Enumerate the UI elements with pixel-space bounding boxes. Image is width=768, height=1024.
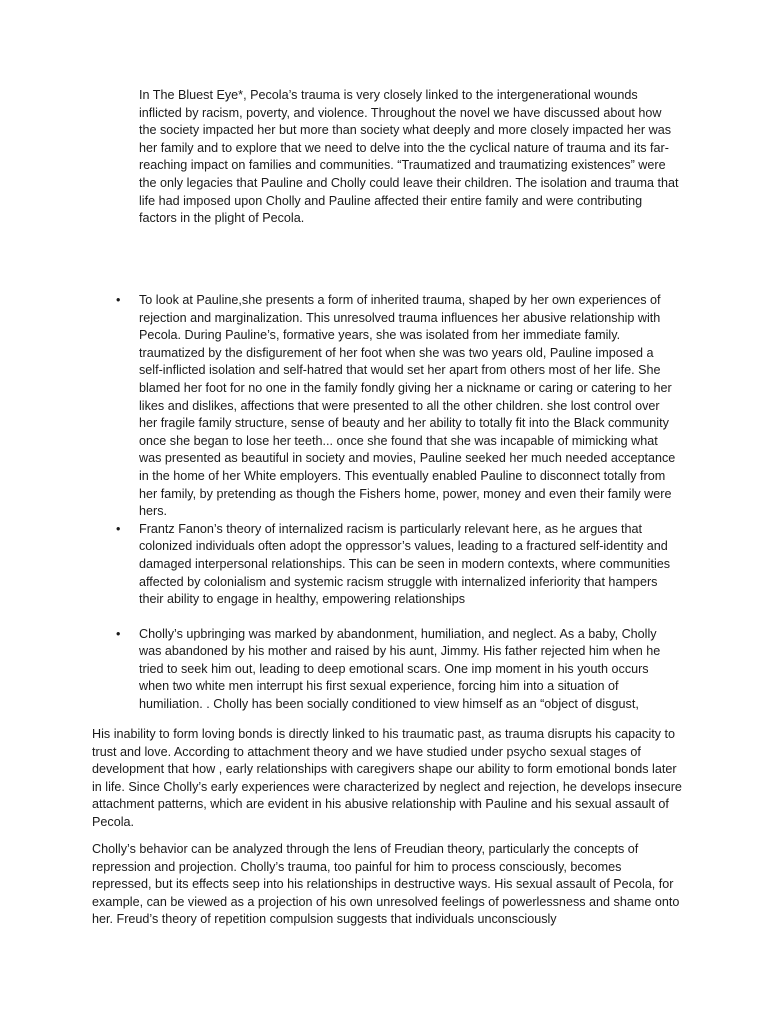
bullet-text: Frantz Fanon’s theory of internalized racism is particularly relevant here, as he argues that colonized individuals often adopt the oppressor’s values, leading to a fractured self-identity and damaged interpersonal relationships. This can be seen in modern contexts, where communities affected by colonialism and systemic racism struggle with internalized inferiority that hampers their ability to engage in healthy, empowering relationships [139,521,671,607]
bullet-icon: • [116,626,121,641]
bullet-item-fanon [116,521,679,609]
bullet-item-pauline [116,292,679,521]
bullet-text: Cholly’s upbringing was marked by abandonment, humiliation, and neglect. As a baby, Cholly was abandoned by his mother and raised by his aunt, Jimmy. His father rejected him when he tried to seek him out, leading to deep emotional scars. One imp moment in his youth occurs when two white men interrupt his first sexual experience, forcing him into a situation of humiliation. . Cholly has been socially conditioned to view himself as an “object of disgust, [139,626,661,712]
bullet-list [116,292,679,714]
bullet-icon: • [116,521,121,536]
intro-paragraph: In The Bluest Eye*, Pecola’s trauma is very closely linked to the intergenerational wounds inflicted by racism, poverty, and violence. Throughout the novel we have discussed about how the society impacted her but more than society what deeply and more closely impacted her was her family and to explore that we need to delve into the the cyclical nature of trauma and its far-reaching impact on families and communities. “Traumatized and traumatizing existences” were the only legacies that Pauline and Cholly could leave their children. The isolation and trauma that life had imposed upon Cholly and Pauline affected their entire family and were contributing factors in the plight of Pecola. [139,88,679,226]
bullet-icon: • [116,293,121,307]
bullet-item-cholly [116,626,679,714]
paragraph-inability: His inability to form loving bonds is directly linked to his traumatic past, as trauma disrupts his capacity to trust and love. According to attachment theory and we have studied under psycho sexual stages of development that how , early relationships with caregivers shape our ability to form emotional bonds later in life. Since Cholly’s early experiences were characterized by neglect and rejection, he develops insecure attachment patterns, which are evident in his abusive relationship with Pauline and his sexual assault of Pecola. [92,727,682,829]
paragraph-behavior: Cholly’s behavior can be analyzed through the lens of Freudian theory, particularly the concepts of repression and projection. Cholly’s trauma, too painful for him to process consciously, becomes repressed, but its effects seep into his relationships in destructive ways. His sexual assault of Pecola, for example, can be viewed as a projection of his own unresolved feelings of powerlessness and shame onto her. Freud’s theory of repetition compulsion suggests that individuals unconsciously [92,842,680,927]
bullet-text: To look at Pauline,she presents a form of inherited trauma, shaped by her own experiences of rejection and marginalization. This unresolved trauma influences her abusive relationship with Pecola. During Pauline’s, formative years, she was isolated from her immediate family. traumatized by the disfigurement of her foot when she was two years old, Pauline imposed a self-inflicted isolation and self-hatred that would set her apart from others most of her life. She blamed her foot for no one in the family fondly giving her a nickname or caring or catering to her likes and dislikes, affections that were presented to all the other children. she lost control over her fragile family structure, sense of beauty and her ability to totally fit into the Black community once she began to lose her teeth... once she found that she was incapable of mimicking what was presented as beautiful in society and movies, Pauline seeked her much needed acceptance in the home of her White employers. This eventually enabled Pauline to disconnect totally from her family, by pretending as though the Fishers home, power, money and even their family were hers. [139,293,676,519]
